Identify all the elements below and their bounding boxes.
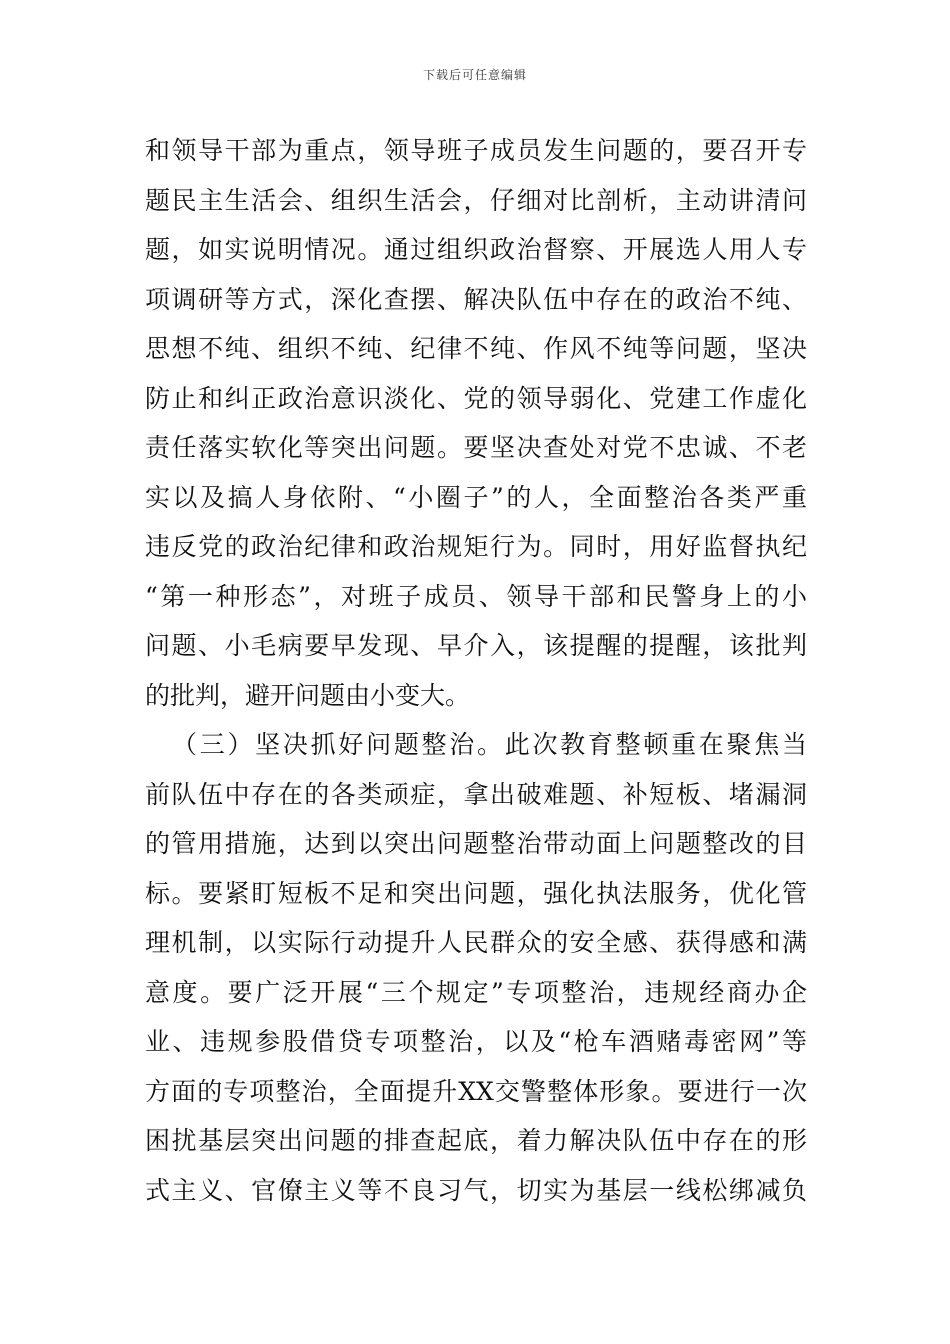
text-line: 前队伍中存在的各类顽症，拿出破难题、补短板、堵漏洞 bbox=[145, 779, 807, 809]
page-header-note: 下载后可任意编辑 bbox=[422, 68, 527, 82]
text-line: 理机制，以实际行动提升人民群众的安全感、获得感和满 bbox=[145, 928, 807, 957]
text-line: 标。要紧盯短板不足和突出问题，强化执法服务，优化管 bbox=[145, 878, 807, 908]
text-line: （三）坚决抓好问题整治。此次教育整顿重在聚焦当 bbox=[172, 730, 807, 759]
document-body bbox=[145, 126, 807, 1215]
text-line: 困扰基层突出问题的排查起底，着力解决队伍中存在的形 bbox=[145, 1126, 807, 1155]
text-line: 责任落实软化等突出问题。要坚决查处对党不忠诚、不老 bbox=[145, 433, 807, 462]
text-line: 和领导干部为重点，领导班子成员发生问题的，要召开专 bbox=[145, 136, 807, 165]
text-line: 式主义、官僚主义等不良习气，切实为基层一线松绑减负 bbox=[145, 1175, 807, 1205]
text-line: 方面的专项整治，全面提升XX交警整体形象。要进行一次 bbox=[145, 1076, 807, 1106]
text-line: 防止和纠正政治意识淡化、党的领导弱化、党建工作虚化 bbox=[145, 383, 807, 413]
paragraph bbox=[145, 720, 807, 1215]
text-line: “第一种形态”，对班子成员、领导干部和民警身上的小 bbox=[145, 581, 807, 611]
text-line: 的管用措施，达到以突出问题整治带动面上问题整改的目 bbox=[145, 829, 807, 858]
text-line: 意度。要广泛开展“三个规定”专项整治，违规经商办企 bbox=[145, 977, 807, 1007]
text-line: 题，如实说明情况。通过组织政治督察、开展选人用人专 bbox=[145, 235, 807, 264]
paragraph bbox=[145, 126, 807, 720]
text-line: 项调研等方式，深化查摆、解决队伍中存在的政治不纯、 bbox=[145, 284, 807, 314]
text-line: 思想不纯、组织不纯、纪律不纯、作风不纯等问题，坚决 bbox=[145, 334, 807, 363]
text-line: 违反党的政治纪律和政治规矩行为。同时，用好监督执纪 bbox=[145, 532, 807, 561]
text-line: 业、违规参股借贷专项整治，以及“枪车酒赌毒密网”等 bbox=[145, 1027, 807, 1056]
text-line: 题民主生活会、组织生活会，仔细对比剖析，主动讲清问 bbox=[145, 185, 807, 215]
text-line: 的批判，避开问题由小变大。 bbox=[145, 680, 471, 710]
text-line: 实以及搞人身依附、“小圈子”的人，全面整治各类严重 bbox=[145, 482, 807, 512]
text-line: 问题、小毛病要早发现、早介入，该提醒的提醒，该批判 bbox=[145, 631, 807, 660]
